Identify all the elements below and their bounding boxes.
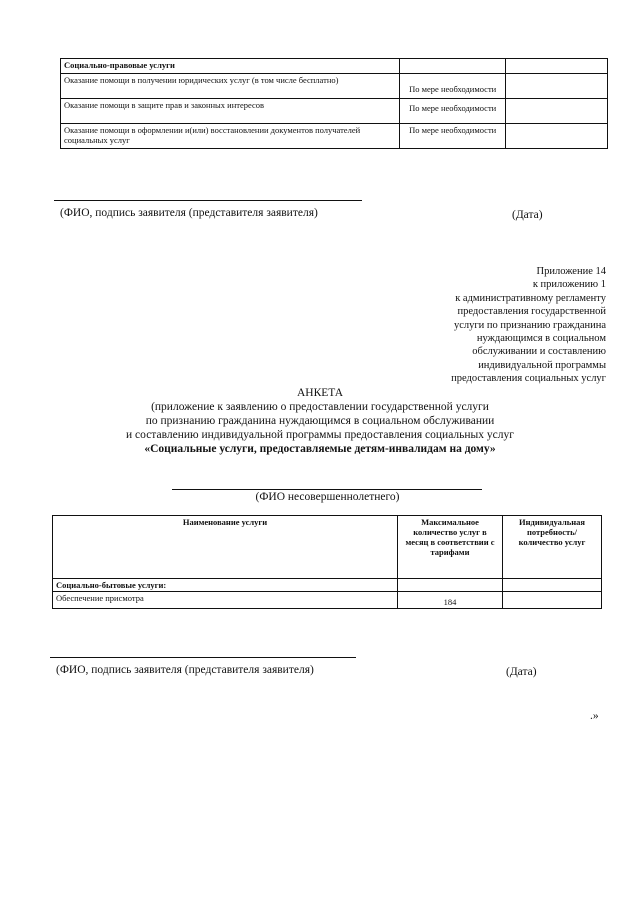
service-frequency: По мере необходимости <box>400 74 506 99</box>
form-subtitle-line: и составлению индивидуальной программы предоставления социальных услуг <box>126 429 514 441</box>
legal-services-table <box>60 58 608 149</box>
table-header-row <box>53 516 602 579</box>
service-name: Оказание помощи в получении юридических услуг (в том числе бесплатно) <box>61 74 400 99</box>
service-title: «Социальные услуги, предоставляемые детям-инвалидам на дому» <box>144 443 496 455</box>
appendix-line: нуждающимся в социальном <box>476 333 606 345</box>
form-subtitle-line: (приложение к заявлению о предоставлении государственной услуги <box>151 401 489 413</box>
form-title: АНКЕТА <box>296 387 344 399</box>
date-label: (Дата) <box>512 209 543 221</box>
service-individual-count <box>503 592 602 609</box>
table-section-row <box>61 59 608 74</box>
service-frequency: По мере необходимости <box>400 99 506 124</box>
appendix-header <box>386 265 606 386</box>
service-name: Оказание помощи в защите прав и законных интересов <box>61 99 400 124</box>
form-subtitle-line: по признанию гражданина нуждающимся в социальном обслуживании <box>145 415 495 427</box>
appendix-line: предоставления социальных услуг <box>451 373 606 385</box>
appendix-line: обслуживании и составлению <box>472 346 606 358</box>
date-label: (Дата) <box>506 666 537 678</box>
appendix-line: индивидуальной программы <box>478 359 606 371</box>
services-table <box>52 515 602 609</box>
table-row <box>61 74 608 99</box>
section-title: Социально-правовые услуги <box>61 59 400 74</box>
minor-fio-label: (ФИО несовершеннолетнего) <box>255 491 400 503</box>
table-row <box>61 124 608 149</box>
appendix-line: Приложение 14 <box>536 266 606 277</box>
table-section-row <box>53 579 602 592</box>
service-name: Обеспечение присмотра <box>53 592 398 609</box>
service-frequency: По мере необходимости <box>400 124 506 149</box>
fio-signature-label: (ФИО, подпись заявителя (представителя заявителя) <box>60 207 318 219</box>
table-row <box>53 592 602 609</box>
appendix-line: услуги по признанию гражданина <box>453 319 606 331</box>
appendix-line: предоставления государственной <box>457 306 606 318</box>
column-header-max: Максимальное количество услуг в месяц в соответствии с тарифами <box>398 516 503 579</box>
appendix-line: к приложению 1 <box>532 279 606 291</box>
closing-quote-mark: .» <box>590 710 599 722</box>
table-row <box>61 99 608 124</box>
column-header-individual: Индивидуальная потребность/ количество услуг <box>503 516 602 579</box>
service-max-count: 184 <box>398 592 503 609</box>
column-header-name: Наименование услуги <box>53 516 398 579</box>
appendix-line: к административному регламенту <box>455 292 606 304</box>
section-title: Социально-бытовые услуги: <box>53 579 398 592</box>
fio-signature-label: (ФИО, подпись заявителя (представителя заявителя) <box>56 664 314 676</box>
signature-line <box>50 657 356 658</box>
signature-line <box>54 200 362 201</box>
service-name: Оказание помощи в оформлении и(или) восстановлении документов получателей социальных услуг <box>61 124 400 149</box>
